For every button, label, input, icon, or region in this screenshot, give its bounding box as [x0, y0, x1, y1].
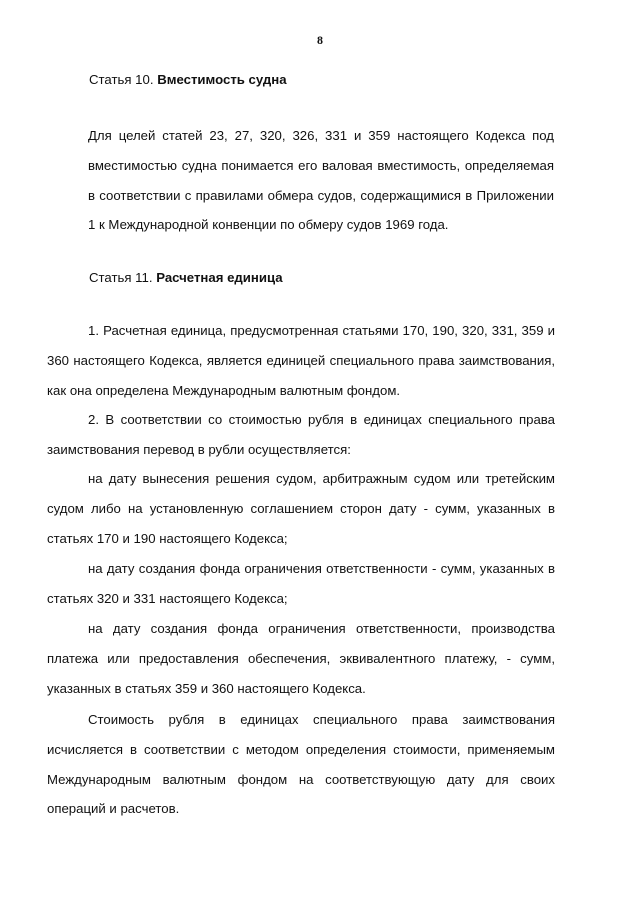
- article-10-title: Вместимость судна: [157, 72, 287, 87]
- article-11-paragraph-5: на дату создания фонда ограничения ответственности, производства платежа или предоставления обеспечения, эквивалентного платежу, - сумм, указанных в статьях 359 и 360 настоящего Кодекса.: [47, 621, 555, 696]
- article-11-prefix: Статья 11.: [89, 270, 153, 285]
- article-11-paragraph-6: Стоимость рубля в единицах специального права заимствования исчисляется в соответствии с методом определения стоимости, применяемым Международным валютным фондом на соответствующую дату для своих операций и расчетов.: [47, 712, 555, 817]
- article-11-paragraph-2: 2. В соответствии со стоимостью рубля в единицах специального права заимствования перевод в рубли осуществляется:: [47, 412, 555, 457]
- article-11-paragraph-3: на дату вынесения решения судом, арбитражным судом или третейским судом либо на установленную соглашением сторон дату - сумм, указанных в статьях 170 и 190 настоящего Кодекса;: [47, 471, 555, 546]
- article-11-paragraph-4: на дату создания фонда ограничения ответственности - сумм, указанных в статьях 320 и 331 настоящего Кодекса;: [47, 561, 555, 606]
- article-10-heading: [89, 72, 287, 87]
- article-11-paragraph-1: 1. Расчетная единица, предусмотренная статьями 170, 190, 320, 331, 359 и 360 настоящего Кодекса, является единицей специального права заимствования, как она определена Международным валютным фондом.: [47, 323, 555, 398]
- article-10-text: Для целей статей 23, 27, 320, 326, 331 и 359 настоящего Кодекса под вместимостью судна понимается его валовая вместимость, определяемая в соответствии с правилами обмера судов, содержащимися в Приложении 1 к Международной конвенции по обмеру судов 1969 года.: [88, 128, 554, 233]
- article-11-title: Расчетная единица: [156, 270, 283, 285]
- article-10-prefix: Статья 10.: [89, 72, 154, 87]
- page-number: 8: [317, 33, 323, 47]
- article-11-heading: [89, 270, 283, 285]
